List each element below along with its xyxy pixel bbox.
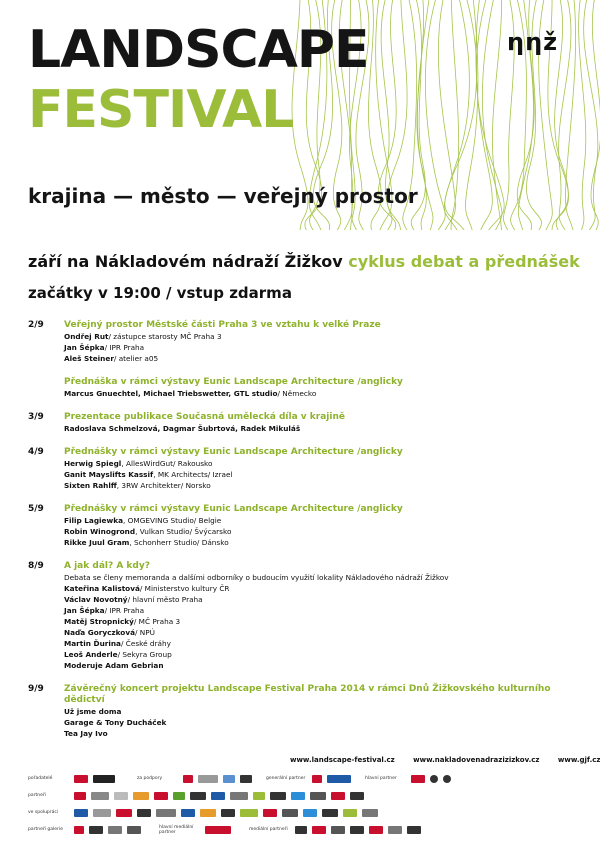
tagline: krajina — město — veřejný prostor xyxy=(28,184,418,208)
speaker-name: Marcus Gnuechtel, Michael Triebswetter, GTL studio xyxy=(64,389,278,398)
sponsor-logo-icon xyxy=(388,826,402,834)
sponsor-logo-icon xyxy=(133,792,149,800)
festival-title-line1: LANDSCAPE xyxy=(28,20,369,80)
sponsor-row-2 xyxy=(28,787,573,804)
event-speaker-line xyxy=(64,537,573,548)
sponsor-label-cooperation: ve spolupráci xyxy=(28,810,59,815)
headline-accent: cyklus debat a přednášek xyxy=(348,252,580,271)
speaker-affiliation: / hlavní město Praha xyxy=(127,595,203,604)
sponsor-logo-icon xyxy=(240,809,258,817)
sponsor-logo-icon xyxy=(343,809,357,817)
speaker-affiliation: Debata se členy memoranda a dalšími odborníky o budoucím využití lokality Nákladového nádraží Žižkov xyxy=(64,573,449,582)
url-landscape-festival[interactable]: www.landscape-festival.cz xyxy=(290,756,395,764)
sponsor-logo-icon xyxy=(253,792,265,800)
speaker-name: Herwig Spiegl xyxy=(64,459,122,468)
speaker-affiliation: / Sekyra Group xyxy=(117,650,172,659)
speaker-name: Ganit Mayslifts Kassif xyxy=(64,470,154,479)
event-body xyxy=(64,684,573,739)
speaker-name: Už jsme doma xyxy=(64,707,122,716)
headline xyxy=(28,252,580,271)
event-speaker-line xyxy=(64,649,573,660)
event-date: 2/9 xyxy=(28,320,44,330)
background-line xyxy=(579,0,586,230)
sponsor-logo-icon xyxy=(137,809,151,817)
sponsor-logo-icon xyxy=(154,792,168,800)
sponsor-label-support: za podpory xyxy=(137,776,163,781)
speaker-name: Rikke Juul Gram xyxy=(64,538,130,547)
sponsor-logo-icon xyxy=(156,809,176,817)
speaker-name: Matěj Stropnický xyxy=(64,617,134,626)
sponsor-logo-icon xyxy=(430,775,438,783)
ministry-logo-icon xyxy=(183,775,193,783)
event-speaker-line xyxy=(64,706,573,717)
url-gjf[interactable]: www.gjf.cz xyxy=(557,756,600,764)
speaker-affiliation: / MČ Praha 3 xyxy=(133,617,181,626)
main-partner-logos xyxy=(411,775,451,783)
eu-logo-icon xyxy=(198,775,218,783)
sponsor-logo-icon xyxy=(89,826,103,834)
sponsor-logo-icon xyxy=(407,826,421,834)
sponsor-logo-icon xyxy=(331,792,345,800)
event-speaker-line xyxy=(64,515,573,526)
sponsor-label-organizers: pořadatelé xyxy=(28,776,53,781)
speaker-affiliation: , OMGEVING Studio/ Belgie xyxy=(123,516,222,525)
sponsor-logo-icon xyxy=(411,775,425,783)
ceske-drahy-logo-icon xyxy=(327,775,351,783)
partner-logos xyxy=(74,792,364,800)
event-title: A jak dál? A kdy? xyxy=(64,561,150,571)
background-line xyxy=(445,0,477,230)
program-event xyxy=(28,684,573,739)
event-title: Přednášky v rámci výstavy Eunic Landscape Architecture /anglicky xyxy=(64,504,403,514)
organizer-logos xyxy=(74,775,115,783)
event-speaker-line xyxy=(64,423,573,434)
sponsor-logo-icon xyxy=(114,792,128,800)
sponsor-logo-icon xyxy=(322,809,338,817)
event-title: Závěrečný koncert projektu Landscape Festival Praha 2014 v rámci Dnů Žižkovského kulturního dědictví xyxy=(64,684,551,705)
background-line xyxy=(559,0,571,230)
event-body xyxy=(64,447,573,491)
event-speaker-line xyxy=(64,480,573,491)
general-partner-logos xyxy=(312,775,351,783)
event-body xyxy=(64,561,573,671)
sponsor-logo-icon xyxy=(211,792,225,800)
praha3-crest-icon xyxy=(74,775,88,783)
sponsor-logo-icon xyxy=(108,826,122,834)
program-event xyxy=(28,561,573,671)
background-line xyxy=(417,0,433,230)
sponsor-logo-icon xyxy=(263,809,277,817)
event-speaker-line xyxy=(64,660,573,671)
sponsor-label-main-media: hlavní mediální partner xyxy=(159,824,194,835)
background-line xyxy=(492,0,501,230)
event-date: 4/9 xyxy=(28,447,44,457)
sponsor-label-partners: partneři xyxy=(28,793,46,798)
event-speaker-line xyxy=(64,526,573,537)
sponsor-logo-icon xyxy=(350,826,364,834)
event-speaker-line xyxy=(64,342,573,353)
speaker-affiliation: / NPÚ xyxy=(135,628,155,637)
sponsor-row-3 xyxy=(28,804,573,821)
url-nakladove-nadrazi[interactable]: www.nakladovenadrazizizkov.cz xyxy=(413,756,540,764)
event-speaker-line xyxy=(64,605,573,616)
speaker-name: Václav Novotný xyxy=(64,595,128,604)
subline: začátky v 19:00 / vstup zdarma xyxy=(28,284,292,302)
sponsor-logo-icon xyxy=(362,809,378,817)
gallery-partner-logos xyxy=(74,826,141,834)
speaker-name: Aleš Steiner xyxy=(64,354,114,363)
speaker-name: Robin Winogrond xyxy=(64,527,136,536)
event-date: 8/9 xyxy=(28,561,44,571)
sponsor-logo-icon xyxy=(205,826,231,834)
background-line xyxy=(444,0,469,230)
sponsor-logo-icon xyxy=(221,809,235,817)
speaker-name: Garage & Tony Ducháček xyxy=(64,718,167,727)
speaker-affiliation: , Vulkan Studio/ Švýcarsko xyxy=(135,527,232,536)
sponsor-logo-icon xyxy=(312,775,322,783)
sponsor-label-main: hlavní partner xyxy=(365,776,397,781)
event-speaker-line xyxy=(64,388,573,399)
program-event xyxy=(28,320,573,399)
sponsor-logo-icon xyxy=(200,809,216,817)
speaker-name: Moderuje Adam Gebrian xyxy=(64,661,164,670)
program-event xyxy=(28,412,573,434)
sponsor-logo-icon xyxy=(291,792,305,800)
speaker-affiliation: , 3RW Architekter/ Norsko xyxy=(116,481,211,490)
support-logos xyxy=(183,775,252,783)
speaker-name: Tea Jay Ivo xyxy=(64,729,108,738)
sponsor-logo-icon xyxy=(310,792,326,800)
speaker-affiliation: / České dráhy xyxy=(120,639,171,648)
sponsor-logo-icon xyxy=(369,826,383,834)
program-list xyxy=(28,320,573,752)
sponsor-logo-icon xyxy=(270,792,286,800)
sponsor-logo-icon xyxy=(74,809,88,817)
sponsor-logo-icon xyxy=(282,809,298,817)
speaker-name: Kateřina Kalistová xyxy=(64,584,140,593)
background-line xyxy=(476,0,492,230)
sponsor-logo-icon xyxy=(93,809,111,817)
speaker-affiliation: , Schonherr Studio/ Dánsko xyxy=(129,538,229,547)
sponsor-logo-icon xyxy=(331,826,345,834)
nnz-logo: ηηž xyxy=(507,28,559,56)
headline-text: září na Nákladovém nádraží Žižkov xyxy=(28,252,343,271)
event-title: Přednáška v rámci výstavy Eunic Landscape Architecture /anglicky xyxy=(64,377,403,387)
program-event xyxy=(28,447,573,491)
event-speaker-line xyxy=(64,331,573,342)
sponsor-logo-icon xyxy=(303,809,317,817)
event-speaker-line xyxy=(64,353,573,364)
event-date: 9/9 xyxy=(28,684,44,694)
event-speaker-line xyxy=(64,583,573,594)
speaker-affiliation: / Ministerstvo kultury ČR xyxy=(139,584,230,593)
sponsor-logo-icon xyxy=(116,809,132,817)
sponsor-label-gallery: partneři galerie xyxy=(28,827,63,832)
speaker-affiliation: / Německo xyxy=(277,389,317,398)
cooperation-logos xyxy=(74,809,378,817)
event-body xyxy=(64,320,573,399)
event-body xyxy=(64,504,573,548)
sponsor-logo-icon xyxy=(223,775,235,783)
sponsor-label-media: mediální partneři xyxy=(249,827,288,832)
event-date: 3/9 xyxy=(28,412,44,422)
speaker-name: Filip Lagiewka xyxy=(64,516,124,525)
background-line xyxy=(417,0,426,230)
sponsor-row-4 xyxy=(28,821,573,838)
sponsor-logo-icon xyxy=(240,775,252,783)
sponsor-label-general: generální partner xyxy=(266,776,306,781)
website-links xyxy=(290,756,600,764)
speaker-name: Ondřej Rut xyxy=(64,332,109,341)
sponsor-logo-icon xyxy=(190,792,206,800)
sponsor-logo-icon xyxy=(173,792,185,800)
speaker-name: Martin Ďurina xyxy=(64,639,121,648)
sponsor-logo-icon xyxy=(74,792,86,800)
event-speaker-line xyxy=(64,616,573,627)
event-title: Přednášky v rámci výstavy Eunic Landscape Architecture /anglicky xyxy=(64,447,403,457)
event-speaker-line xyxy=(64,469,573,480)
event-date: 5/9 xyxy=(28,504,44,514)
event-title: Veřejný prostor Městské části Praha 3 ve vztahu k velké Praze xyxy=(64,320,381,330)
event-speaker-line xyxy=(64,458,573,469)
background-line xyxy=(425,0,445,230)
event-speaker-line xyxy=(64,728,573,739)
sponsor-logo-icon xyxy=(74,826,84,834)
main-media-partner-logos xyxy=(205,826,231,834)
speaker-affiliation: / IPR Praha xyxy=(104,606,145,615)
event-speaker-line xyxy=(64,572,573,583)
media-partner-logos xyxy=(295,826,421,834)
sponsor-logo-icon xyxy=(443,775,451,783)
event-speaker-line xyxy=(64,627,573,638)
sponsor-logo-icon xyxy=(91,792,109,800)
speaker-name: Radoslava Schmelzová, Dagmar Šubrtová, Radek Mikuláš xyxy=(64,424,301,433)
speaker-affiliation: / atelier a05 xyxy=(113,354,159,363)
program-event xyxy=(28,504,573,548)
speaker-affiliation: , MK Architects/ Izrael xyxy=(153,470,233,479)
speaker-affiliation: / zástupce starosty MČ Praha 3 xyxy=(108,332,222,341)
sponsor-logo-icon xyxy=(295,826,307,834)
event-speaker-line xyxy=(64,594,573,605)
sponsor-logo-icon xyxy=(312,826,326,834)
event-body xyxy=(64,412,573,434)
sponsor-logo-icon xyxy=(181,809,195,817)
event-speaker-line xyxy=(64,638,573,649)
nnz-house-logo-icon xyxy=(93,775,115,783)
speaker-name: Naďa Goryczková xyxy=(64,628,135,637)
event-title: Prezentace publikace Současná umělecká díla v krajině xyxy=(64,412,345,422)
speaker-affiliation: / IPR Praha xyxy=(104,343,145,352)
speaker-name: Jan Šépka xyxy=(64,343,105,352)
sponsor-bar xyxy=(28,770,573,838)
sponsor-logo-icon xyxy=(127,826,141,834)
speaker-name: Sixten Rahlff xyxy=(64,481,117,490)
speaker-affiliation: , AllesWirdGut/ Rakousko xyxy=(121,459,213,468)
speaker-name: Leoš Anderle xyxy=(64,650,118,659)
event-speaker-line xyxy=(64,717,573,728)
sponsor-logo-icon xyxy=(230,792,248,800)
festival-title-line2: FESTIVAL xyxy=(28,80,294,140)
sponsor-row-1 xyxy=(28,770,573,787)
sponsor-logo-icon xyxy=(350,792,364,800)
speaker-name: Jan Šépka xyxy=(64,606,105,615)
